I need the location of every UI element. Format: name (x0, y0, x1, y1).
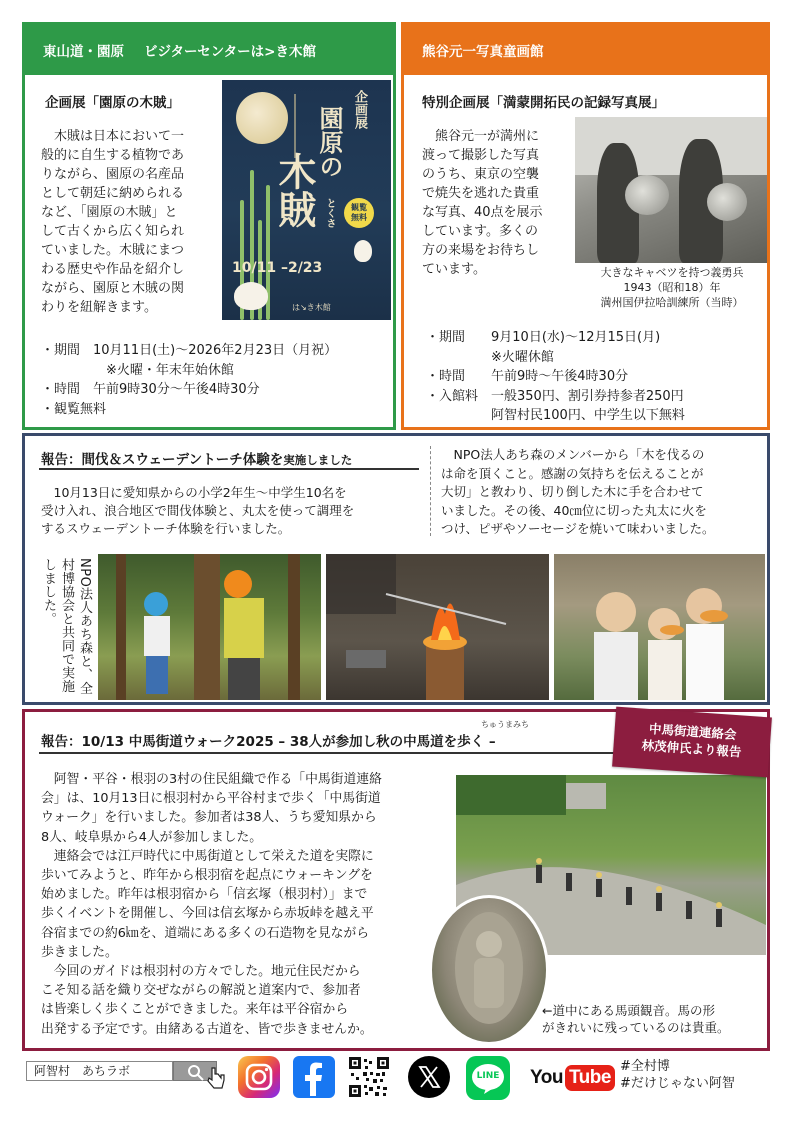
line-icon[interactable] (466, 1056, 510, 1100)
visitor-center-header (25, 25, 393, 75)
exhibit-title: 企画展「園原の木賊」 (45, 95, 180, 111)
youtube-icon[interactable] (530, 1064, 615, 1092)
visitor-center-name: ビジターセンターは>き木館 (144, 44, 316, 60)
chuma-walk-text: 阿智・平谷・根羽の3村の住民組織で作る「中馬街道連絡 会」は、10月13日に根羽村から平谷村まで歩く「中馬街道 ウォーク」を行いました。参加者は38人、うち愛知県から 8人、岐阜県から4人が参加しました。 連絡会では江戸時代に中馬街道として栄えた道を実際に 歩いてみようと、昨年から根羽宿を起点にウォーキングを 始めました。昨年は根羽宿から「信玄塚（根羽村）」まで 歩くイベントを開催し、今回は信玄塚から赤坂峠を越え平 谷宿までの約6㎞を、道端にある多くの石造物を見ながら 歩きました。 今回のガイドは根羽村の方々でした。地元住民だから こそ知る話を織り交ぜながらの解説と道案内で、参加者 は皆楽しく歩くことができました。来年は平谷宿から 出発する予定です。由緒ある古道を、皆で歩きませんか。 (41, 772, 382, 1037)
thinning-photo (98, 554, 321, 700)
chumamichi-ruby: ちゅうまみち (481, 720, 529, 729)
facebook-icon[interactable] (293, 1056, 335, 1098)
poster-venue: は↘き木館 (292, 303, 331, 312)
poster-vertical-title: 企画展 (352, 90, 367, 129)
kids-pizza-photo (554, 554, 765, 700)
rabbit-graphic-small (354, 240, 372, 262)
thinning-report-heading: 報告：間伐＆スウェーデントーチ体験を実施しました (41, 452, 353, 468)
hand-cursor-icon (205, 1066, 227, 1090)
youtube-tube: Tube (565, 1065, 615, 1091)
exhibit-info: ・期間 10月11日(土)～2026年2月23日（月祝） ※火曜・年末年始休館 ・時間 午前9時30分～午後4時30分 ・観覧無料 (41, 343, 338, 417)
thinning-report-panel (22, 433, 770, 705)
historic-photo-caption: 大きなキャベツを持つ義勇兵 1943（昭和18）年 満州国伊拉哈訓練所（当時） (600, 266, 744, 309)
line-label: LINE (476, 1071, 500, 1081)
swedish-torch-photo (326, 554, 549, 700)
x-icon[interactable] (408, 1056, 450, 1098)
visitor-center-panel (22, 22, 396, 430)
poster-title-1: 園原の (315, 106, 343, 178)
search-input[interactable]: 阿智村 あちラボ (26, 1061, 173, 1081)
hashtags: #全村博 #だけじゃない阿智 (620, 1059, 735, 1091)
chuma-walk-heading: 報告：10/13 中馬街道ウォーク2025 – 38人が参加し秋の中馬道を歩く – (41, 734, 496, 750)
poster-title-2: 木賊 (272, 152, 316, 228)
special-exhibit-info: ・期間 9月10日(水)～12月15日(月) ※火曜休館 ・時間 午前9時～午後4時30分 ・入館料 一般350円、割引券持参者250円 阿智村民100円、中学生以下無料 (426, 330, 685, 423)
report-source-ribbon: 中馬街道連絡会 林茂伸氏より報告 (612, 707, 772, 778)
historic-cabbage-photo (575, 117, 767, 263)
thinning-report-text-right: NPO法人あち森のメンバーから「木を伐るの は命を頂くこと。感謝の気持ちを伝えることが 大切」と教わり、切り倒した木に手を合わせて いました。その後、40㎝位に切った丸太に火を つけ、ピザやソーセージを焼いて味わいました。 (441, 447, 715, 536)
photo-museum-panel (401, 22, 770, 430)
exhibit-poster (222, 80, 391, 320)
instagram-icon[interactable] (238, 1056, 280, 1098)
special-exhibit-title: 特別企画展「満蒙開拓民の記録写真展」 (422, 95, 665, 111)
poster-reading: とくさ (324, 198, 335, 228)
exhibit-description: 木賊は日本において一 般的に自生する植物であ りながら、園原の名産品 として朝廷に納められる など、「園原の木賊」と して古くから広く知られ ていました。木賊にまつ わる歴史や作品を紹介し ながら、園原と木賊の関 わりを紐解きます。 (41, 129, 185, 315)
bato-kannon-caption: ←道中にある馬頭観音。馬の形 がきれいに残っているのは貴重。 (542, 1003, 730, 1035)
qr-code-icon[interactable] (349, 1057, 389, 1097)
free-admission-badge: 観覧 無料 (344, 198, 374, 228)
special-exhibit-description: 熊谷元一が満州に 渡って撮影した写真 のうち、東京の空襲 で焼失を逃れた貴重 な写真、40点を展示 しています。多くの 方の来場をお待ちし ています。 (422, 129, 543, 277)
youtube-you: You (530, 1067, 563, 1088)
rabbit-graphic (234, 282, 268, 310)
bato-kannon-photo (429, 895, 549, 1045)
thinning-report-text-left: 10月13日に愛知県からの小学2年生～中学生10名を 受け入れ、浪合地区で間伐体験と、丸太を使って調理を するスウェーデントーチ体験を行いました。 (41, 485, 355, 536)
visitor-center-area: 東山道・園原 (43, 44, 124, 60)
moon-graphic (236, 92, 288, 144)
photo-museum-header: 熊谷元一写真童画館 (404, 25, 767, 75)
poster-dates: 10/11 –2/23 (232, 260, 323, 276)
collaboration-note: NPO法人あち森と、全村博協会と共同で実施しました。 (41, 558, 92, 696)
